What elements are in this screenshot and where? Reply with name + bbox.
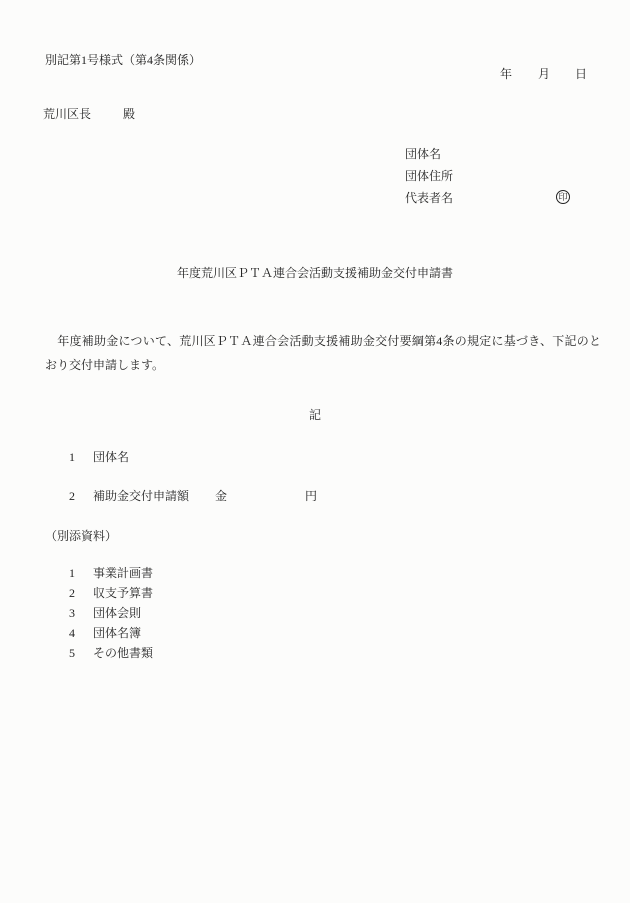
item-label: 事業計画書	[93, 566, 154, 580]
attachments-heading: （別添資料）	[45, 529, 118, 543]
applicant-block	[405, 147, 453, 213]
amount-prefix-label: 金	[215, 489, 228, 503]
item-number: 1	[69, 566, 75, 580]
request-item	[0, 450, 630, 465]
addressee-name: 荒川区長	[43, 107, 92, 121]
item-number: 2	[69, 586, 75, 600]
document-title: 年度荒川区ＰＴＡ連合会活動支援補助金交付申請書	[176, 266, 453, 280]
item-label: 団体名簿	[93, 626, 142, 640]
item-label: 補助金交付申請額	[93, 489, 190, 503]
date-day-label: 日	[575, 67, 588, 81]
item-number: 1	[69, 450, 75, 464]
request-item	[0, 489, 630, 504]
seal-stamp-icon: 印	[556, 190, 570, 204]
item-label: その他書類	[93, 646, 154, 660]
item-label: 団体会則	[93, 606, 142, 620]
date-year-label: 年	[500, 67, 513, 81]
attachment-item	[0, 586, 630, 601]
addressee-honorific: 殿	[123, 107, 136, 121]
item-number: 3	[69, 606, 75, 620]
attachment-item	[0, 606, 630, 621]
item-number: 5	[69, 646, 75, 660]
representative-label: 代表者名	[405, 191, 454, 205]
item-number: 4	[69, 626, 75, 640]
attachment-item	[0, 566, 630, 581]
org-address-label: 団体住所	[405, 169, 454, 183]
item-label: 収支予算書	[93, 586, 154, 600]
date-month-label: 月	[538, 67, 551, 81]
record-marker: 記	[308, 408, 321, 422]
item-number: 2	[69, 489, 75, 503]
org-name-label: 団体名	[405, 147, 442, 161]
attachment-item	[0, 646, 630, 661]
item-label: 団体名	[93, 450, 130, 464]
form-number-label: 別記第1号様式（第4条関係）	[45, 53, 202, 67]
body-paragraph: 年度補助金について、荒川区ＰＴＡ連合会活動支援補助金交付要綱第4条の規定に基づき、下記のとおり交付申請します。	[45, 334, 601, 372]
amount-unit-label: 円	[305, 489, 318, 503]
attachment-item	[0, 626, 630, 641]
